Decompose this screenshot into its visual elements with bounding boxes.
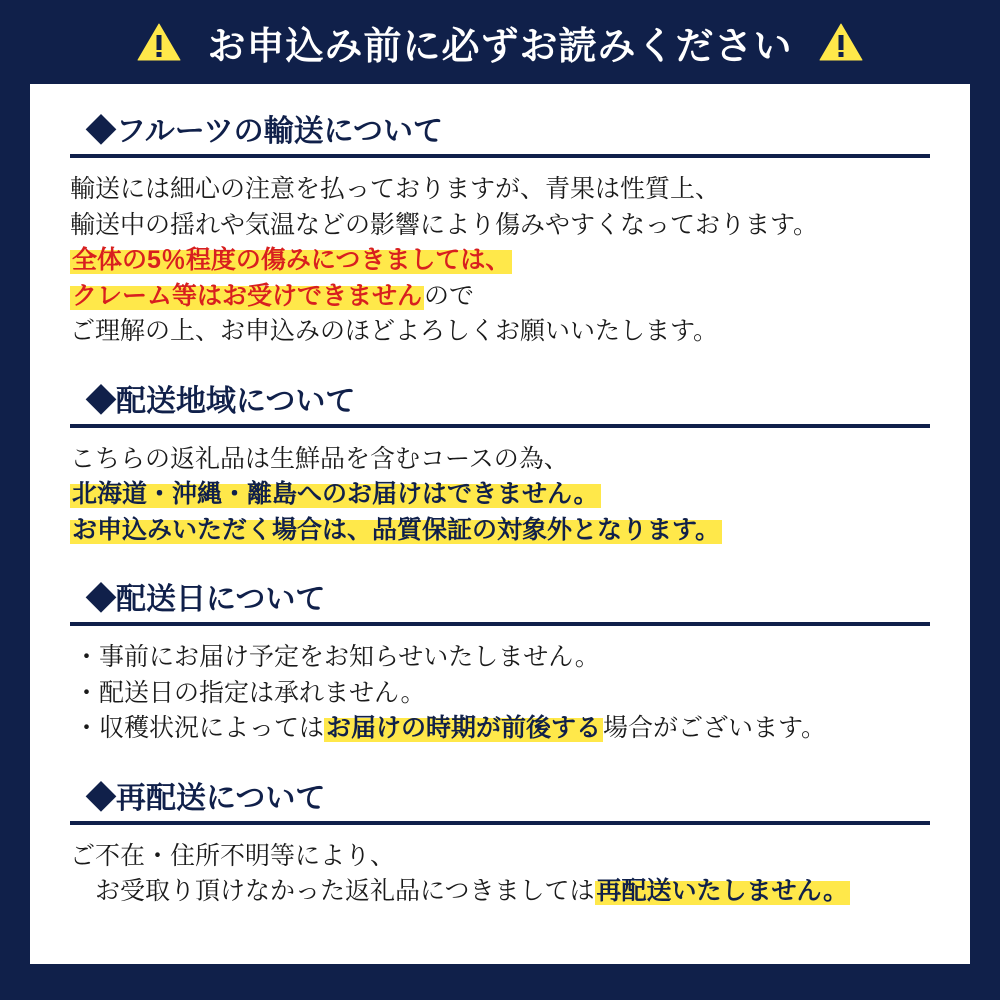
section-heading: ◆フルーツの輸送について: [70, 106, 930, 158]
section-redelivery: [70, 773, 930, 910]
section-line: [70, 279, 930, 315]
text-run: 場合がございます。: [603, 714, 827, 742]
highlight-text: 北海道・沖縄・離島へのお届けはできません。: [72, 480, 599, 508]
warning-triangle-icon: [819, 22, 863, 62]
text-run: ・収穫状況によっては: [74, 714, 325, 742]
notice-card: [30, 84, 970, 964]
section-line: [70, 839, 930, 875]
section-heading: ◆再配送について: [70, 773, 930, 825]
warning-triangle-icon: [137, 22, 181, 62]
section-delivery-area: [70, 376, 930, 549]
section-line: [70, 442, 930, 478]
section-shipping: [70, 106, 930, 350]
text-run: こちらの返礼品は生鮮品を含むコースの為、: [70, 444, 569, 473]
section-heading: ◆配送地域について: [70, 376, 930, 428]
section-line: [70, 874, 930, 910]
highlight-text: 全体の5％程度の傷みにつきましては、: [72, 246, 511, 274]
text-run: 輸送には細心の注意を払っておりますが、青果は性質上、: [70, 175, 721, 203]
text-run: ので: [424, 281, 475, 310]
text-run: ・事前にお届け予定をお知らせいたしません。: [74, 643, 600, 671]
section-line: [70, 314, 930, 350]
section-line: [70, 513, 930, 549]
highlight-text: お申込みいただく場合は、品質保証の対象外となります。: [72, 515, 721, 544]
highlight-text: お届けの時期が前後する: [326, 714, 602, 742]
highlight-text: クレーム等はお受けできません: [72, 281, 423, 310]
section-delivery-date: [70, 574, 930, 747]
page-title: お申込み前に必ずお読みください: [207, 25, 793, 68]
text-run: お受取り頂けなかった返礼品につきましては: [70, 877, 595, 905]
section-line: [70, 208, 930, 244]
highlight-text: 再配送いたしません。: [596, 877, 849, 905]
section-heading: ◆配送日について: [70, 574, 930, 626]
section-line: [70, 477, 930, 513]
text-run: ご理解の上、お申込みのほどよろしくお願いいたします。: [70, 317, 719, 345]
text-run: 輸送中の揺れや気温などの影響により傷みやすくなっております。: [70, 210, 819, 239]
page-header: [0, 0, 1000, 84]
section-line: [70, 243, 930, 279]
section-line: [70, 676, 930, 712]
text-run: ・配送日の指定は承れません。: [74, 678, 426, 707]
section-line: [70, 172, 930, 208]
section-line: [70, 711, 930, 747]
text-run: ご不在・住所不明等により、: [70, 841, 396, 870]
section-line: [70, 640, 930, 676]
